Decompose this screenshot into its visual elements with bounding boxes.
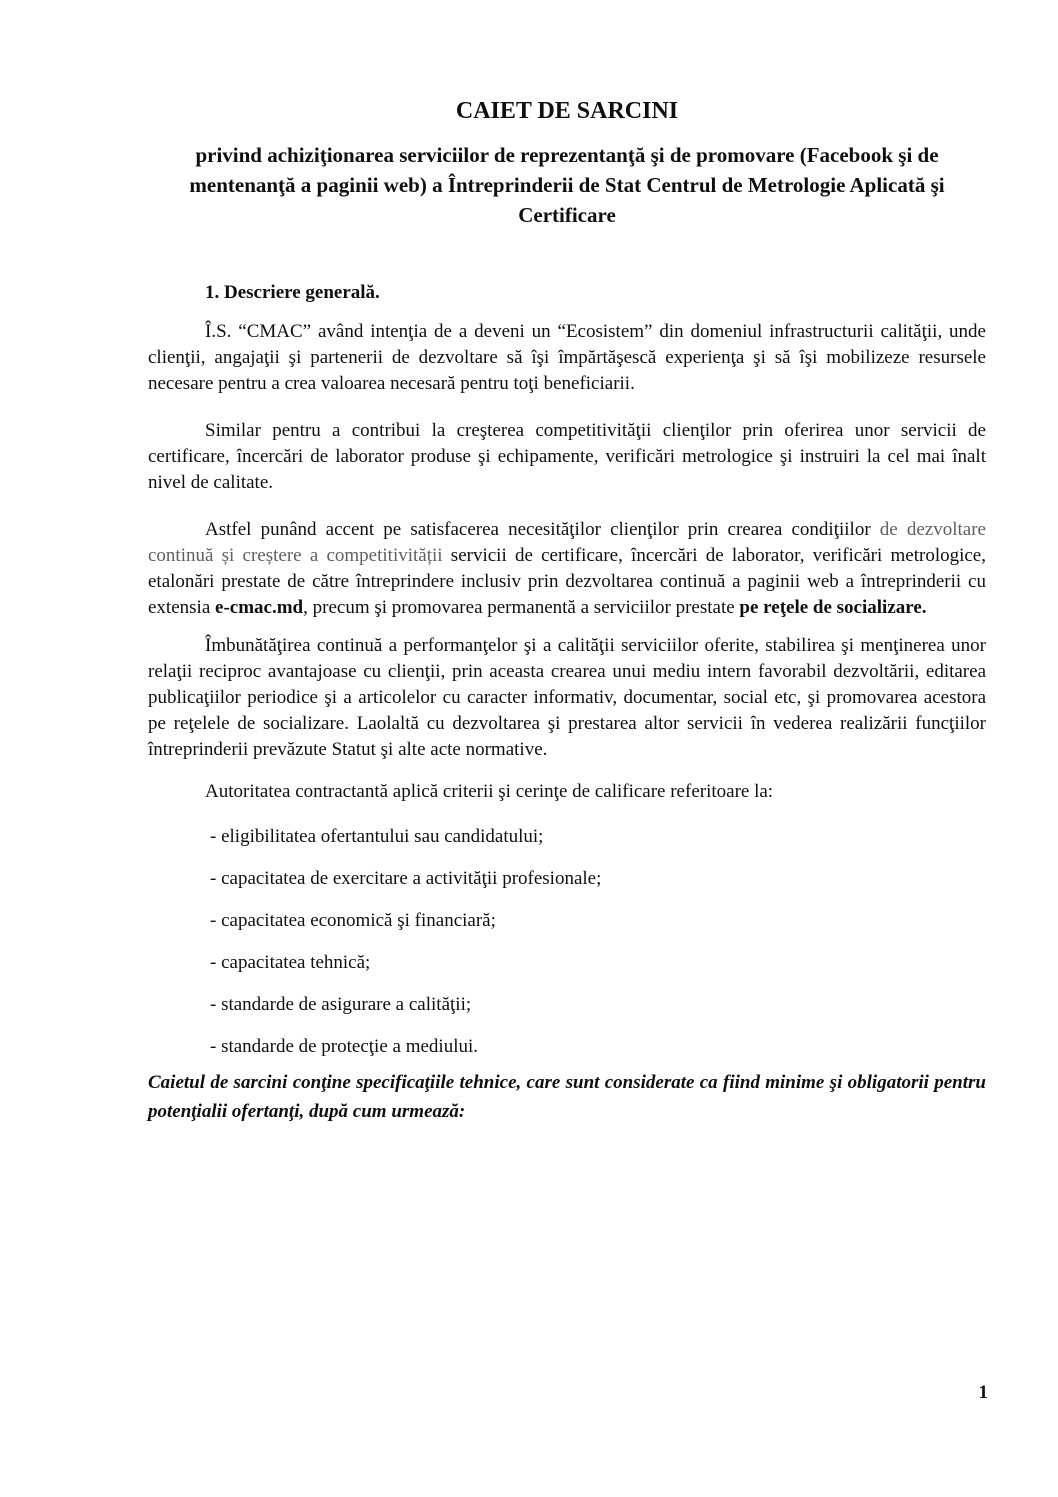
document-subtitle-line-1: privind achiziţionarea serviciilor de reprezentanţă şi de promovare (Facebook şi de	[195, 143, 939, 167]
document-subtitle-line-3: Certificare	[518, 203, 616, 227]
criteria-item-eligibilitate: - eligibilitatea ofertantului sau candidatului;	[210, 826, 544, 847]
paragraph-3-run-6-bold-socializare: pe reţele de socializare.	[739, 597, 927, 618]
document-title: CAIET DE SARCINI	[455, 98, 679, 124]
criteria-item-capacitate-economica: - capacitatea economică şi financiară;	[210, 910, 496, 931]
paragraph-similar: Similar pentru a contribui la creşterea competitivităţii clienţilor prin oferirea unor servicii de certificare, încercări de laborator produse şi echipamente, verificări metrologice şi instruiri la cel mai înalt nivel de calitate.	[148, 420, 986, 493]
page-number: 1	[978, 1382, 988, 1403]
document-subtitle-line-2: mentenanţă a paginii web) a Întreprinderii de Stat Centrul de Metrologie Aplicată şi	[189, 173, 945, 197]
document-subtitle	[148, 140, 986, 230]
criteria-list	[148, 824, 986, 1060]
section-heading-descriere-generala: 1. Descriere generală.	[205, 282, 380, 303]
paragraph-astfel-mixed-runs	[148, 517, 986, 621]
paragraph-intro-cmac: Î.S. “CMAC” având intenţia de a deveni un “Ecosistem” din domeniul infrastructurii calităţii, unde clienţii, angajaţii şi partenerii de dezvoltare să îşi împărtăşescă experienţa şi să îşi mobilizeze resursele necesare pentru a crea valoarea necesară pentru toţi beneficiarii.	[148, 321, 986, 394]
criteria-intro: Autoritatea contractantă aplică criterii şi cerinţe de calificare referitoare la:	[205, 781, 774, 802]
document-content	[148, 0, 986, 1126]
paragraph-imbunatatirea: Îmbunătăţirea continuă a performanţelor şi a calităţii serviciilor oferite, stabilirea şi menţinerea unor relaţii reciproc avantajoase cu clienţii, prin aceasta crearea unui mediu intern favorabil dezvoltării, editarea publicaţiilor periodice şi a articolelor cu caracter informativ, documentar, social etc, şi promovarea acestora pe reţelele de socializare. Laolaltă cu dezvoltarea şi prestarea altor servicii în vederea realizării funcţiilor întreprinderii prevăzute Statut şi alte acte normative.	[148, 635, 986, 760]
paragraph-3-run-5: , precum şi promovarea permanentă a serviciilor prestate	[303, 597, 740, 618]
paragraph-3-run-2-gray: de dezvoltare continuă și creștere a competitivității	[148, 519, 986, 566]
criteria-item-capacitate-exercitare: - capacitatea de exercitare a activităţii profesionale;	[210, 868, 602, 889]
paragraph-3-run-3: servicii de certificare, încercări de laborator, verificări metrologice, etalonări prestate de către întreprindere inclusiv prin dezvoltarea continuă a paginii web a întreprinderii cu extensia	[148, 545, 986, 618]
paragraph-3-run-4-bold-ecmac: e-cmac.md	[215, 597, 304, 618]
criteria-item-standarde-calitate: - standarde de asigurare a calităţii;	[210, 994, 472, 1015]
closing-note-specificatii: Caietul de sarcini conţine specificaţiile tehnice, care sunt considerate ca fiind minime şi obligatorii pentru potenţialii ofertanţi, după cum urmează:	[148, 1072, 986, 1122]
criteria-item-standarde-mediu: - standarde de protecţie a mediului.	[210, 1036, 479, 1057]
paragraph-3-run-1: Astfel punând accent pe satisfacerea necesităţilor clienţilor prin crearea condiţiilor	[205, 519, 880, 540]
criteria-item-capacitate-tehnica: - capacitatea tehnică;	[210, 952, 371, 973]
